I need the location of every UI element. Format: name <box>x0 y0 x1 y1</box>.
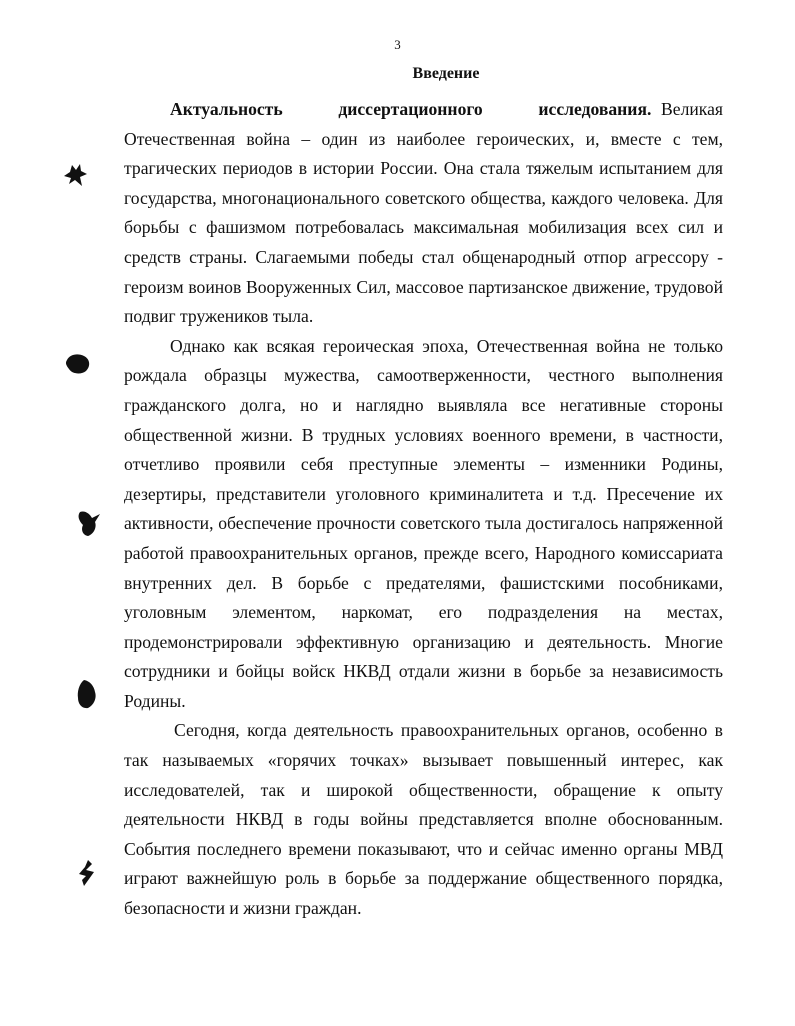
ink-blot-3 <box>76 508 104 538</box>
body-text <box>124 95 723 924</box>
page-number: 3 <box>394 37 401 52</box>
ink-blot-1 <box>60 162 90 188</box>
ink-blot-4 <box>74 678 100 710</box>
paragraph-today: Сегодня, когда деятельность правоохранительных органов, особенно в так называемых «горячих точках» вызывает повышенный интерес, как исследователей, так и широкой общественности, обращение к опыту деятельности НКВД в годы войны представляется вполне обоснованным. События последнего времени показывают, что и сейчас именно органы МВД играют важнейшую роль в борьбе за поддержание общественного порядка, безопасности и жизни граждан. <box>124 720 723 919</box>
paragraph-relevance <box>124 95 723 332</box>
ink-blot-2 <box>64 352 92 376</box>
section-heading: Введение <box>412 65 480 82</box>
paragraph-negative-sides: Однако как всякая героическая эпоха, Отечественная война не только рождала образцы мужества, самоотверженности, честного выполнения гражданского долга, но и наглядно выявляла все негативные стороны общественной жизни. В трудных условиях военного времени, в частности, отчетливо проявили себя преступные элементы – изменники Родины, дезертиры, представители уголовного криминалитета и т.д. Пресечение их активности, обеспечение прочности советского тыла достигалось напряженной работой правоохранительных органов, прежде всего, Народного комиссариата внутренних дел. В борьбе с предателями, фашистскими пособниками, уголовным элементом, наркомат, его подразделения на местах, продемонстрировали эффективную организацию и деятельность. Многие сотрудники и бойцы войск НКВД отдали жизни в борьбе за независимость Родины. <box>124 335 723 711</box>
paragraph-lead: Актуальность диссертационного исследования. <box>170 99 652 119</box>
paragraph-text: Великая Отечественная война – один из наиболее героических, и, вместе с тем, трагических периодов в истории России. Она стала тяжелым испытанием для государства, многонационального советского общества, каждого человека. Для борьбы с фашизмом потребовалась максимальная мобилизация всех сил и средств страны. Слагаемыми победы стал общенародный отпор агрессору - героизм воинов Вооруженных Сил, массовое партизанское движение, трудовой подвиг тружеников тыла. <box>124 99 723 327</box>
ink-blot-5 <box>76 858 98 888</box>
